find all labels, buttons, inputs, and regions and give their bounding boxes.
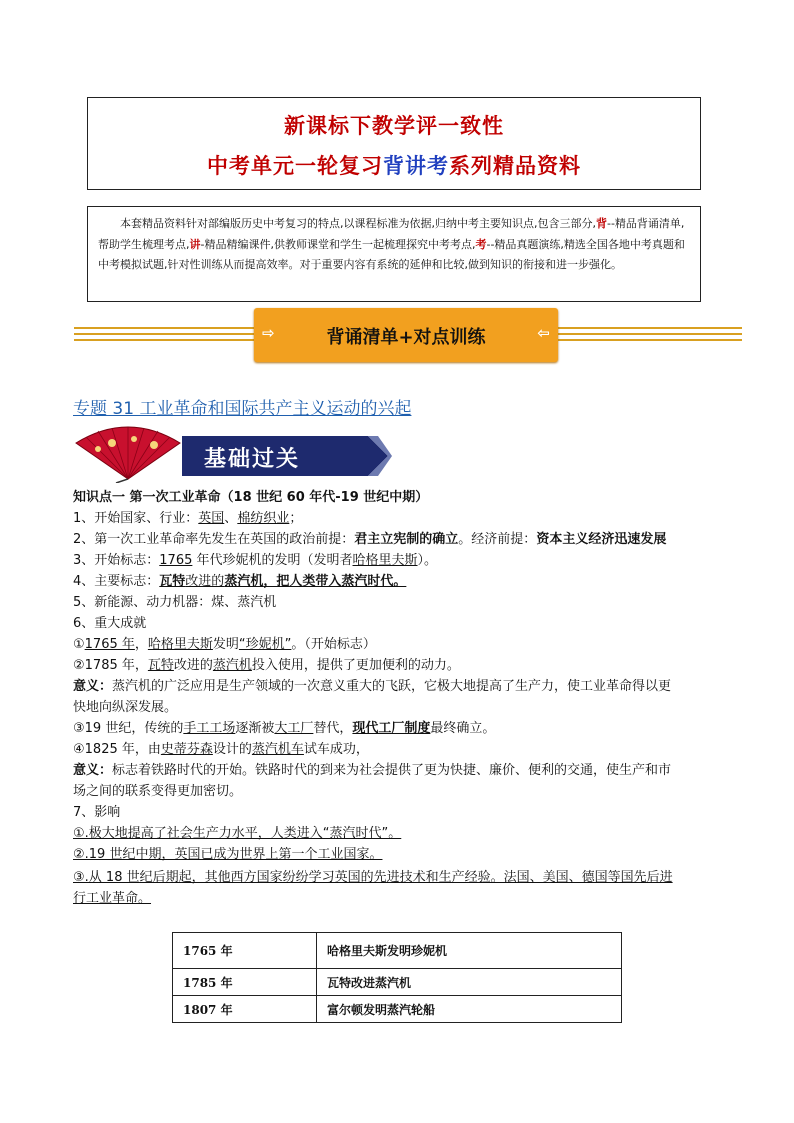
content-line-2	[73, 530, 666, 550]
content-line-15: 7、影响	[73, 805, 121, 820]
content-line-18: ③.从 18 世纪后期起，其他西方国家纷纷学习英国的先进技术和生产经验。法国、美国、德国等国先后进	[73, 870, 673, 885]
text-span: ①	[73, 637, 85, 652]
bold-term: 瓦特	[159, 574, 186, 589]
timeline-table	[172, 932, 622, 1023]
document-title: 新课标下教学评一致性	[284, 113, 504, 138]
underlined-term: 哈格里夫斯	[352, 553, 418, 568]
content-line-6: 6、重大成就	[73, 616, 147, 631]
content-line-1	[73, 509, 302, 529]
table-cell-year: 1807 年	[173, 996, 317, 1023]
text-span: ；	[289, 511, 303, 526]
underlined-term: 1765	[159, 553, 193, 568]
content-line-10: 快地向纵深发展。	[73, 700, 178, 715]
underlined-term: 蒸汽机	[212, 658, 252, 673]
text-span: 蒸汽机的广泛应用是生产领域的一次意义重大的飞跃，它极大地提高了生产力，使工业革命得以更	[112, 679, 672, 694]
text-span: ，	[134, 637, 148, 652]
table-row	[173, 969, 622, 996]
underlined-term: 1765 年	[84, 637, 135, 652]
text-span: 标志着铁路时代的开始。铁路时代的到来为社会提供了更为快捷、廉价、便利的交通，使生产和市	[112, 763, 672, 778]
content-line-7	[73, 635, 376, 655]
content-line-9	[73, 677, 671, 697]
subtitle-part-3: 系列精品资料	[449, 153, 581, 178]
text-span: ②1785 年，	[73, 658, 148, 673]
text-span: 。（开始标志）	[291, 637, 376, 652]
underlined-term: 大工厂	[274, 721, 314, 736]
text-span: 设计的	[212, 742, 252, 757]
text-span: 改进的	[173, 658, 213, 673]
text-span: 替代，	[313, 721, 353, 736]
subtitle-part-2: 背讲考	[383, 153, 449, 178]
underlined-term: 棉纺织业	[237, 511, 290, 526]
table-cell-event: 哈格里夫斯发明珍妮机	[317, 933, 622, 969]
chevron-left-icon: ⇦	[537, 324, 550, 342]
text-span: ③19 世纪，传统的	[73, 721, 184, 736]
text-span: 1、开始国家、行业：	[73, 511, 199, 526]
text-span: 4、主要标志：	[73, 574, 160, 589]
folding-fan-icon	[72, 425, 184, 483]
content-line-17: ②.19 世纪中期，英国已成为世界上第一个工业国家。	[73, 847, 383, 862]
content-line-14: 场之间的联系变得更加密切。	[73, 784, 243, 799]
bold-term: 君主立宪制的确立	[354, 532, 459, 547]
table-row	[173, 996, 622, 1023]
text-span: 3、开始标志：	[73, 553, 160, 568]
chevron-right-icon: ⇨	[262, 324, 275, 342]
underlined-term: 哈格里夫斯	[147, 637, 213, 652]
text-span: 、	[224, 511, 238, 526]
content-line-3	[73, 551, 437, 571]
document-subtitle	[88, 150, 700, 180]
title-box	[87, 97, 701, 190]
content-line-11	[73, 719, 495, 739]
intro-key-kao: 考	[475, 237, 487, 251]
topic-heading: 专题 31 工业革命和国际共产主义运动的兴起	[73, 399, 412, 419]
content-line-19: 行工业革命。	[73, 891, 152, 906]
text-span: 逐渐被	[235, 721, 275, 736]
bold-term: 资本主义经济迅速发展	[536, 532, 667, 547]
section-label	[182, 436, 392, 476]
underlined-term: 英国	[198, 511, 225, 526]
underlined-term: 手工工场	[183, 721, 236, 736]
text-span: 最终确立。	[430, 721, 496, 736]
underlined-term: 蒸汽机车	[251, 742, 304, 757]
content-line-16: ①.极大地提高了社会生产力水平，人类进入“蒸汽时代”。	[73, 826, 402, 841]
intro-text-2: --精品背诵清单,帮助学生梳理考点,	[98, 217, 685, 251]
bold-term: 现代工厂制度	[352, 721, 431, 736]
underlined-term: 瓦特	[147, 658, 174, 673]
table-cell-event: 富尔顿发明蒸汽轮船	[317, 996, 622, 1023]
underlined-term: 改进的	[185, 574, 225, 589]
text-span: 投入使用，提供了更加便利的动力。	[251, 658, 460, 673]
intro-key-bei: 背	[595, 217, 607, 230]
text-span: ）。	[417, 553, 438, 568]
subtitle-part-1: 中考单元一轮复习	[207, 153, 383, 178]
intro-box	[87, 206, 701, 302]
text-span: 2、第一次工业革命率先发生在英国的政治前提：	[73, 532, 355, 547]
knowledge-point-heading: 知识点一 第一次工业革命（18 世纪 60 年代-19 世纪中期）	[73, 490, 429, 505]
intro-text-4: --精品真题演练,精选全国各地中考真题和中考模拟试题,针对性训练从而提高效率。对于重要内容有系统的延伸和比较,做到知识的衔接和进一步强化。	[98, 237, 685, 271]
text-span: 发明	[212, 637, 239, 652]
underlined-term: 史蒂芬森	[160, 742, 213, 757]
table-cell-year: 1765 年	[173, 933, 317, 969]
content-line-13	[73, 761, 671, 781]
intro-text-3: -精品精编课件,供教师课堂和学生一起梳理探究中考考点,	[200, 237, 476, 251]
text-span: ④1825 年，由	[73, 742, 161, 757]
section-banner	[254, 308, 558, 362]
bold-term: 意义：	[73, 763, 113, 778]
section-label-text: 基础过关	[204, 446, 301, 472]
bold-term: 意义：	[73, 679, 113, 694]
table-row	[173, 933, 622, 969]
bold-term: 蒸汽机	[224, 574, 264, 589]
text-span: 年代珍妮机的发明（发明者	[192, 553, 353, 568]
table-cell-event: 瓦特改进蒸汽机	[317, 969, 622, 996]
content-line-5: 5、新能源、动力机器：煤、蒸汽机	[73, 595, 277, 610]
bold-term: ，把人类带入蒸汽时代。	[263, 574, 407, 589]
banner-label: 背诵清单+对点训练	[326, 327, 486, 348]
intro-text-1: 本套精品资料针对部编版历史中考复习的特点,以课程标准为依据,归纳中考主要知识点,包含三部分,	[120, 217, 596, 230]
content-line-12	[73, 740, 369, 760]
content-line-4	[73, 572, 406, 592]
text-span: 。经济前提：	[458, 532, 537, 547]
underlined-term: “珍妮机”	[238, 637, 292, 652]
text-span: 试车成功，	[303, 742, 369, 757]
content-line-8	[73, 656, 460, 676]
table-cell-year: 1785 年	[173, 969, 317, 996]
intro-key-jiang: 讲	[189, 237, 201, 251]
